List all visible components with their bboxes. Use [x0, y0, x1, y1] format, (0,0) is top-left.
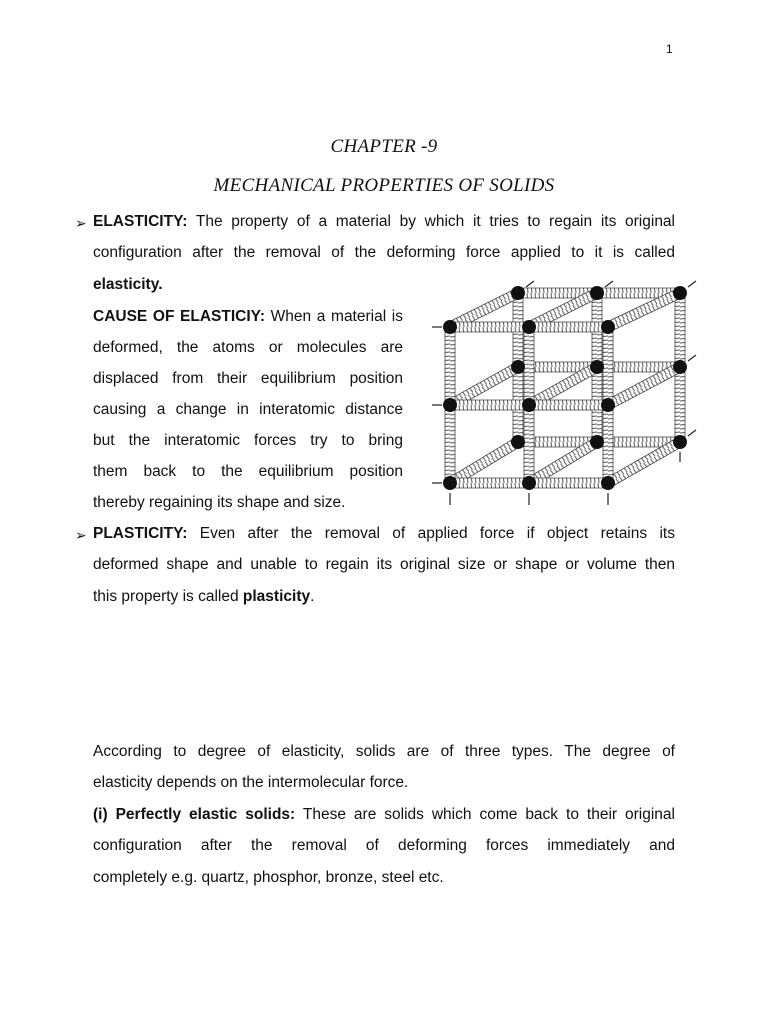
- lattice-continuation-stub: [526, 281, 534, 287]
- plasticity-term: plasticity: [242, 588, 311, 605]
- plasticity-line: deformed shape and unable to regain its original size or shape or volume then: [93, 556, 675, 573]
- atom-dot: [443, 398, 457, 412]
- cause-line: but the interatomic forces try to bring: [93, 432, 403, 449]
- atom-dot: [522, 320, 536, 334]
- atomic-lattice-spring-illustration: [425, 277, 705, 507]
- front-horizontal-spring: [529, 478, 608, 488]
- lattice-continuation-stub: [688, 355, 696, 361]
- chapter-subtitle: MECHANICAL PROPERTIES OF SOLIDS: [213, 175, 555, 196]
- front-horizontal-spring: [450, 400, 529, 410]
- cause-line: deformed, the atoms or molecules are: [93, 339, 403, 356]
- back-vertical-spring: [675, 293, 685, 367]
- cause-line: displaced from their equilibrium position: [93, 370, 403, 387]
- atom-dot: [601, 398, 615, 412]
- elasticity-paragraph-line: configuration after the removal of the deforming force applied to it is called: [93, 244, 675, 261]
- front-vertical-spring: [524, 327, 534, 405]
- front-vertical-spring: [445, 327, 455, 405]
- perfect-elastic-line: completely e.g. quartz, phosphor, bronze, steel etc.: [93, 869, 444, 886]
- cause-line: thereby regaining its shape and size.: [93, 494, 346, 511]
- elasticity-term: elasticity.: [93, 276, 163, 293]
- atom-dot: [511, 360, 525, 374]
- lattice-continuation-stub: [688, 430, 696, 436]
- lattice-continuation-stub: [688, 281, 696, 287]
- perfect-elastic-line: configuration after the removal of deforming forces immediately and: [93, 837, 675, 854]
- cause-line: CAUSE OF ELASTICIY: When a material is: [93, 308, 403, 325]
- atom-dot: [673, 360, 687, 374]
- plasticity-line: this property is called plasticity.: [93, 588, 315, 605]
- front-horizontal-spring: [450, 322, 529, 332]
- elasticity-heading: ELASTICITY:: [93, 213, 188, 230]
- elasticity-paragraph-line: ELASTICITY: The property of a material by which it tries to regain its original: [93, 213, 675, 230]
- atom-dot: [601, 476, 615, 490]
- atom-dot: [590, 360, 604, 374]
- bullet-arrow-icon: ➢: [75, 527, 87, 543]
- cause-line: them back to the equilibrium position: [93, 463, 403, 480]
- lattice-continuation-stub: [605, 281, 613, 287]
- atom-dot: [601, 320, 615, 334]
- page-number: 1: [666, 42, 673, 56]
- perfect-elastic-line: (i) Perfectly elastic solids: These are solids which come back to their original: [93, 806, 675, 823]
- atom-dot: [511, 286, 525, 300]
- cause-heading: CAUSE OF ELASTICIY:: [93, 308, 266, 325]
- atom-dot: [511, 435, 525, 449]
- chapter-title: CHAPTER -9: [330, 136, 438, 157]
- atom-dot: [522, 398, 536, 412]
- bullet-arrow-icon: ➢: [75, 215, 87, 231]
- atom-dot: [522, 476, 536, 490]
- cause-line: causing a change in interatomic distance: [93, 401, 403, 418]
- degree-line: According to degree of elasticity, solids are of three types. The degree of: [93, 743, 675, 760]
- front-horizontal-spring: [450, 478, 529, 488]
- perfect-elastic-heading: (i) Perfectly elastic solids:: [93, 806, 296, 823]
- back-vertical-spring: [675, 367, 685, 442]
- front-vertical-spring: [524, 405, 534, 483]
- plasticity-line: PLASTICITY: Even after the removal of applied force if object retains its: [93, 525, 675, 542]
- atom-dot: [673, 286, 687, 300]
- front-vertical-spring: [603, 327, 613, 405]
- front-vertical-spring: [603, 405, 613, 483]
- front-horizontal-spring: [529, 400, 608, 410]
- plasticity-heading: PLASTICITY:: [93, 525, 188, 542]
- degree-line: elasticity depends on the intermolecular force.: [93, 774, 409, 791]
- front-horizontal-spring: [529, 322, 608, 332]
- atom-dot: [443, 476, 457, 490]
- atom-dot: [443, 320, 457, 334]
- atom-dot: [590, 286, 604, 300]
- atom-dot: [590, 435, 604, 449]
- front-vertical-spring: [445, 405, 455, 483]
- atom-dot: [673, 435, 687, 449]
